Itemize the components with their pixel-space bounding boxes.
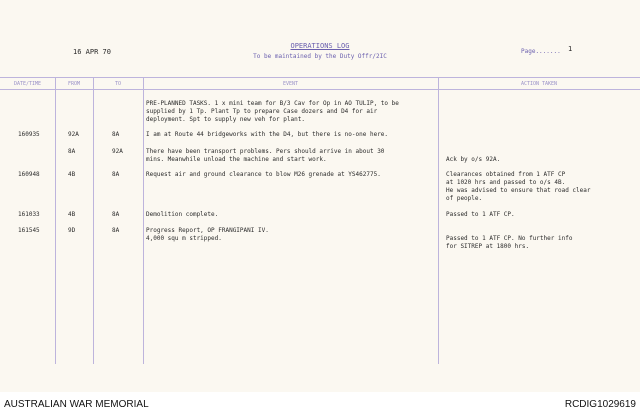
entry-4-from: 4B: [68, 211, 76, 218]
column-divider: [143, 78, 144, 364]
page-number: 1: [568, 45, 573, 53]
entry-3-action-line: He was advised to ensure that road clear: [446, 187, 591, 194]
entry-5-time: 161545: [18, 227, 40, 234]
entry-2-event-line: mins. Meanwhile unload the machine and start work.: [146, 156, 327, 163]
column-header-from: FROM: [67, 81, 81, 87]
entry-3-to: 8A: [112, 171, 120, 178]
entry-5-to: 8A: [112, 227, 120, 234]
entry-1-event-line: I am at Route 44 bridgeworks with the D4, but there is no-one here.: [146, 131, 389, 138]
column-divider: [93, 78, 94, 364]
entry-5-action-line: Passed to 1 ATF CP. No further info: [446, 235, 573, 242]
log-subtitle: To be maintained by the Duty Offr/2IC: [253, 53, 387, 60]
entry-0-event-line: PRE-PLANNED TASKS. 1 x mini team for B/3 Cav for Op in AO TULIP, to be: [146, 100, 399, 107]
reference-id: RCDIG1029619: [564, 399, 636, 410]
entry-3-action-line: Clearances obtained from 1 ATF CP: [446, 171, 566, 178]
entry-1-from: 92A: [68, 131, 79, 138]
entry-4-time: 161033: [18, 211, 40, 218]
entry-3-action-line: at 1020 hrs and passed to o/s 4B.: [446, 179, 566, 186]
log-date: 16 APR 70: [73, 48, 111, 56]
entry-3-time: 160948: [18, 171, 40, 178]
page-label: Page.......: [521, 48, 561, 55]
entry-5-event-line: 4,000 squ m stripped.: [146, 235, 222, 242]
column-header-event: EVENT: [282, 81, 299, 87]
entry-0-event-line: supplied by 1 Tp. Plant Tp to prepare Case dozers and D4 for air: [146, 108, 378, 115]
entry-4-to: 8A: [112, 211, 120, 218]
column-header-to: TO: [114, 81, 122, 87]
entry-3-event-line: Request air and ground clearance to blow M26 grenade at YS462775.: [146, 171, 381, 178]
column-header-action: ACTION TAKEN: [520, 81, 558, 87]
column-divider: [438, 78, 439, 364]
entry-1-to: 8A: [112, 131, 120, 138]
entry-4-action-line: Passed to 1 ATF CP.: [446, 211, 515, 218]
header-rule-bottom: [0, 89, 640, 90]
entry-2-action-line: Ack by o/s 92A.: [446, 156, 501, 163]
entry-5-event-line: Progress Report, OP FRANGIPANI IV.: [146, 227, 269, 234]
entry-4-event-line: Demolition complete.: [146, 211, 219, 218]
entry-0-event-line: deployment. Spt to supply new veh for plant.: [146, 116, 305, 123]
entry-2-from: 8A: [68, 148, 76, 155]
log-title: OPERATIONS LOG: [290, 42, 350, 50]
entry-5-action-line: for SITREP at 1800 hrs.: [446, 243, 530, 250]
institution-label: AUSTRALIAN WAR MEMORIAL: [4, 399, 149, 410]
entry-1-time: 160935: [18, 131, 40, 138]
entry-2-event-line: There have been transport problems. Pers should arrive in about 30: [146, 148, 385, 155]
entry-5-from: 9D: [68, 227, 76, 234]
column-divider: [55, 78, 56, 364]
header-rule-top: [0, 77, 640, 78]
entry-2-to: 92A: [112, 148, 123, 155]
entry-3-from: 4B: [68, 171, 76, 178]
column-header-datetime: DATE/TIME: [13, 81, 42, 87]
entry-3-action-line: of people.: [446, 195, 483, 202]
